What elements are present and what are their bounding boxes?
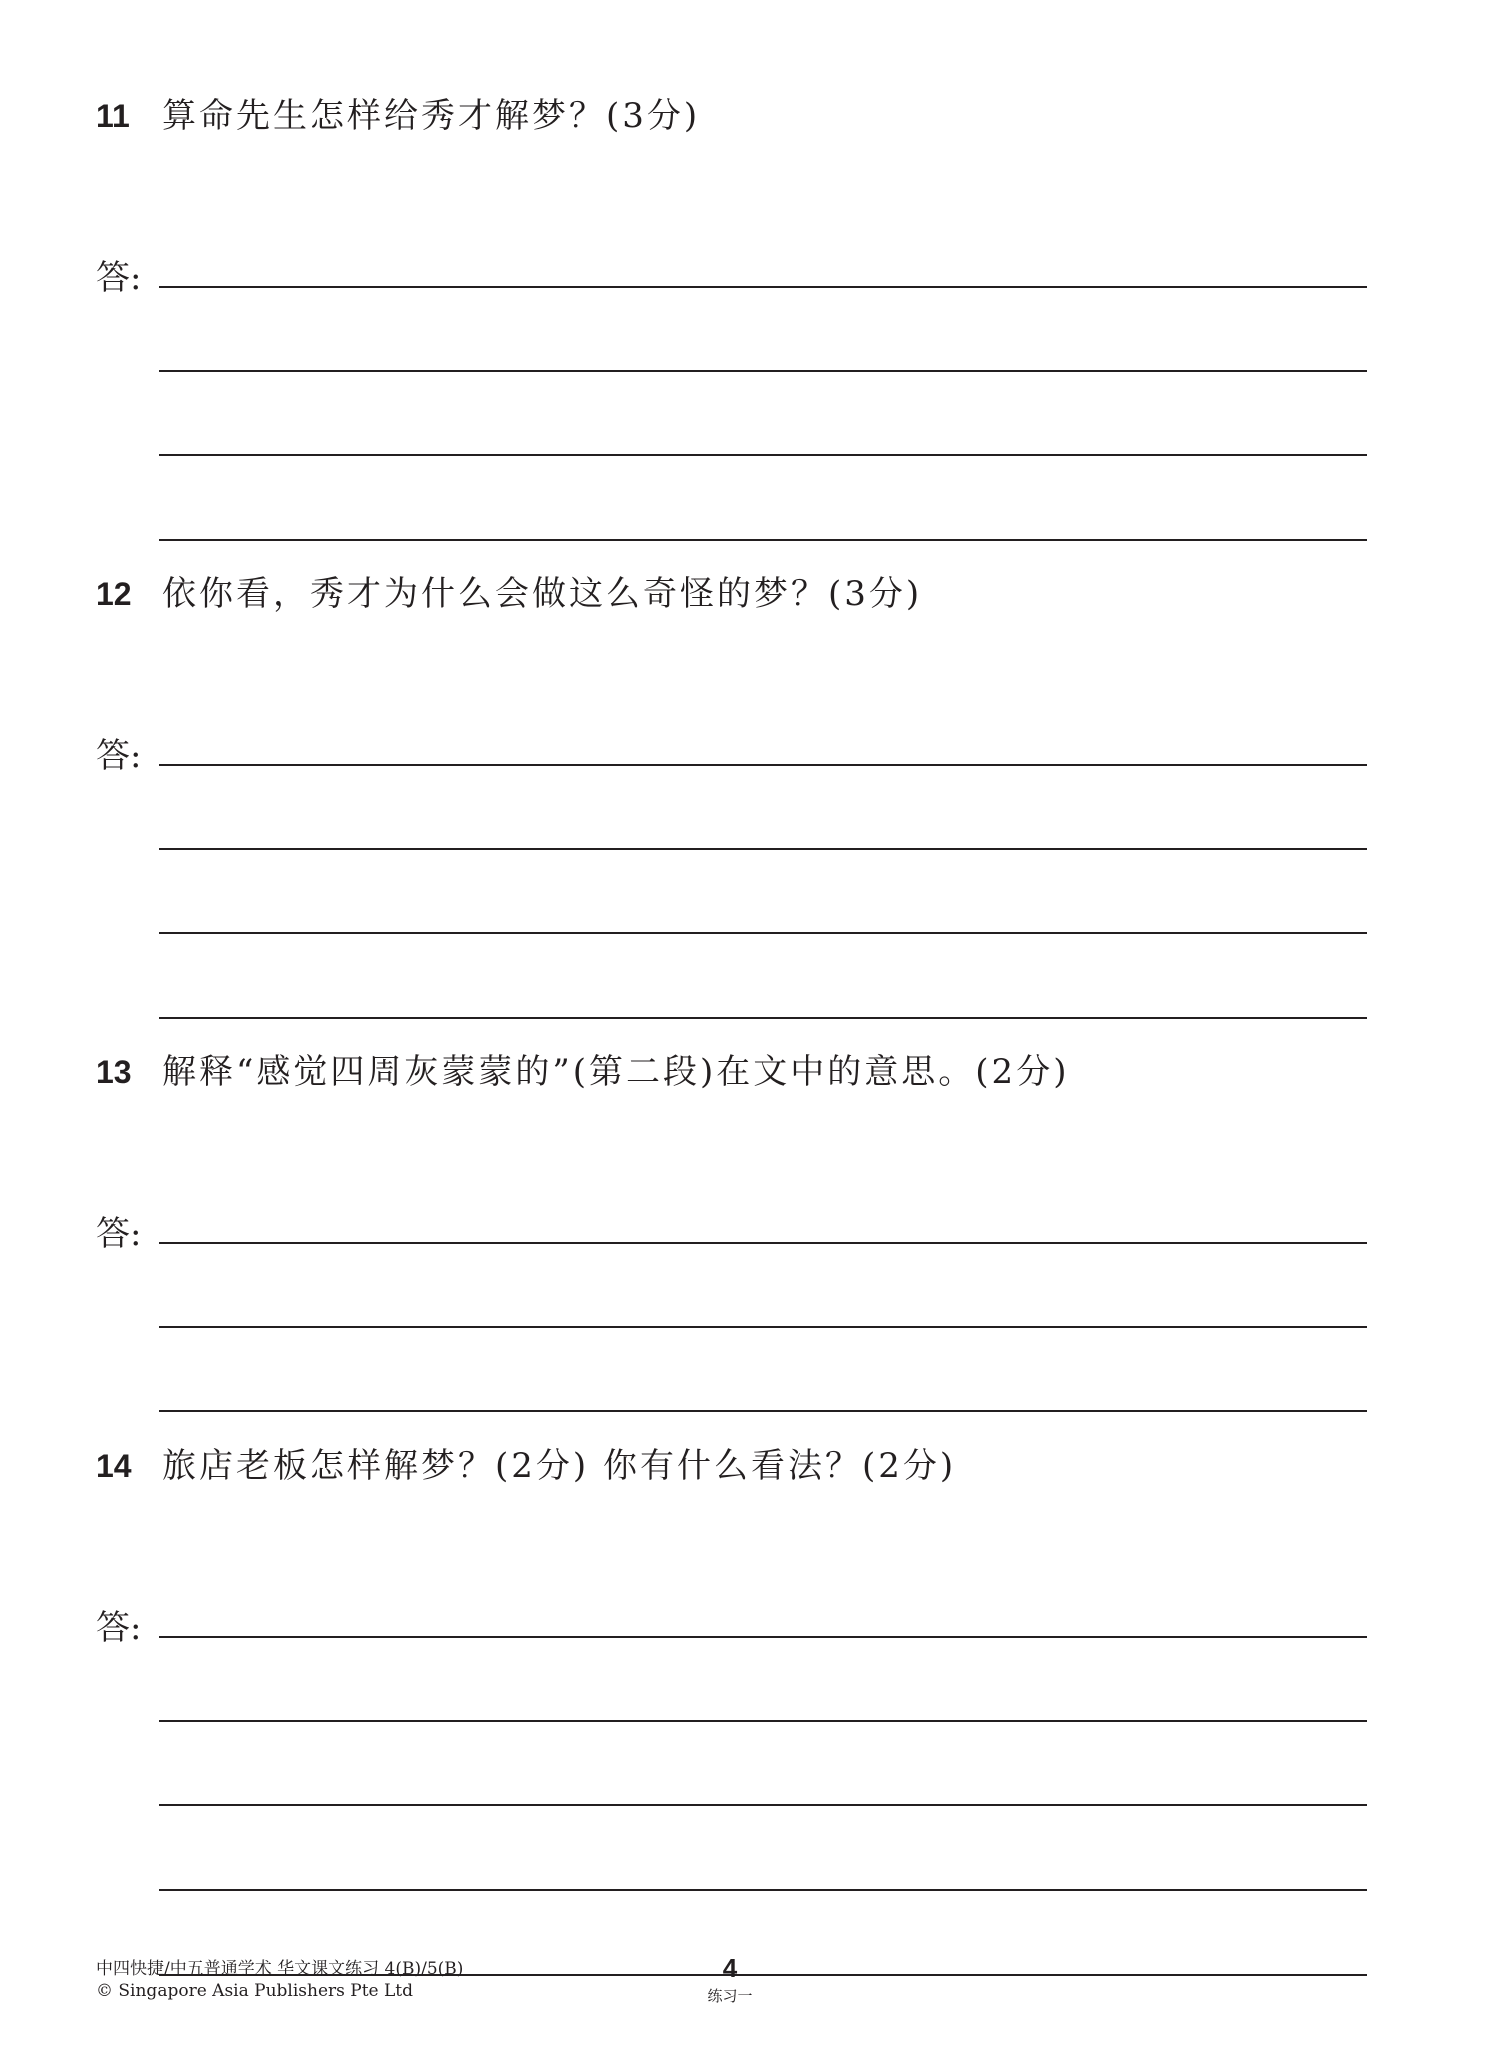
answer-line[interactable] xyxy=(159,1636,1367,1638)
answer-line[interactable] xyxy=(159,1242,1367,1244)
page-number: 4 xyxy=(722,1953,738,1983)
question-number: 12 xyxy=(96,576,132,612)
answer-line[interactable] xyxy=(159,1720,1367,1722)
answer-line[interactable] xyxy=(159,286,1367,288)
book-title: 中四快捷/中五普通学术 华文课文练习 4(B)/5(B) xyxy=(96,1959,464,1979)
answer-line[interactable] xyxy=(159,1410,1367,1412)
answer-line[interactable] xyxy=(159,1889,1367,1891)
section-label: 练习一 xyxy=(707,1987,753,2005)
question-number: 13 xyxy=(96,1054,132,1090)
copyright-notice: © Singapore Asia Publishers Pte Ltd xyxy=(96,1981,414,2001)
answer-line[interactable] xyxy=(159,539,1367,541)
answer-line[interactable] xyxy=(159,1017,1367,1019)
answer-line[interactable] xyxy=(159,370,1367,372)
question-text: 依你看，秀才为什么会做这么奇怪的梦？(3分) xyxy=(162,574,923,614)
answer-line[interactable] xyxy=(159,1804,1367,1806)
question-11 xyxy=(96,88,1376,298)
question-number: 14 xyxy=(96,1448,132,1484)
question-14 xyxy=(96,1438,1376,1648)
answer-line[interactable] xyxy=(159,454,1367,456)
footer-page xyxy=(650,1953,810,2006)
question-13 xyxy=(96,1044,1376,1254)
answer-label: 答: xyxy=(96,1608,142,1648)
answer-label: 答: xyxy=(96,1214,142,1254)
answer-label: 答: xyxy=(96,258,142,298)
question-text: 解释“感觉四周灰蒙蒙的”(第二段)在文中的意思。(2分) xyxy=(162,1052,1070,1092)
answer-label: 答: xyxy=(96,736,142,776)
question-text: 旅店老板怎样解梦？(2分) 你有什么看法？(2分) xyxy=(162,1446,957,1486)
question-12 xyxy=(96,566,1376,776)
answer-line[interactable] xyxy=(159,932,1367,934)
question-number: 11 xyxy=(96,98,130,134)
footer-info xyxy=(96,1958,463,2002)
answer-line[interactable] xyxy=(159,1326,1367,1328)
answer-line[interactable] xyxy=(159,848,1367,850)
answer-line[interactable] xyxy=(159,764,1367,766)
question-text: 算命先生怎样给秀才解梦？(3分) xyxy=(162,96,701,136)
